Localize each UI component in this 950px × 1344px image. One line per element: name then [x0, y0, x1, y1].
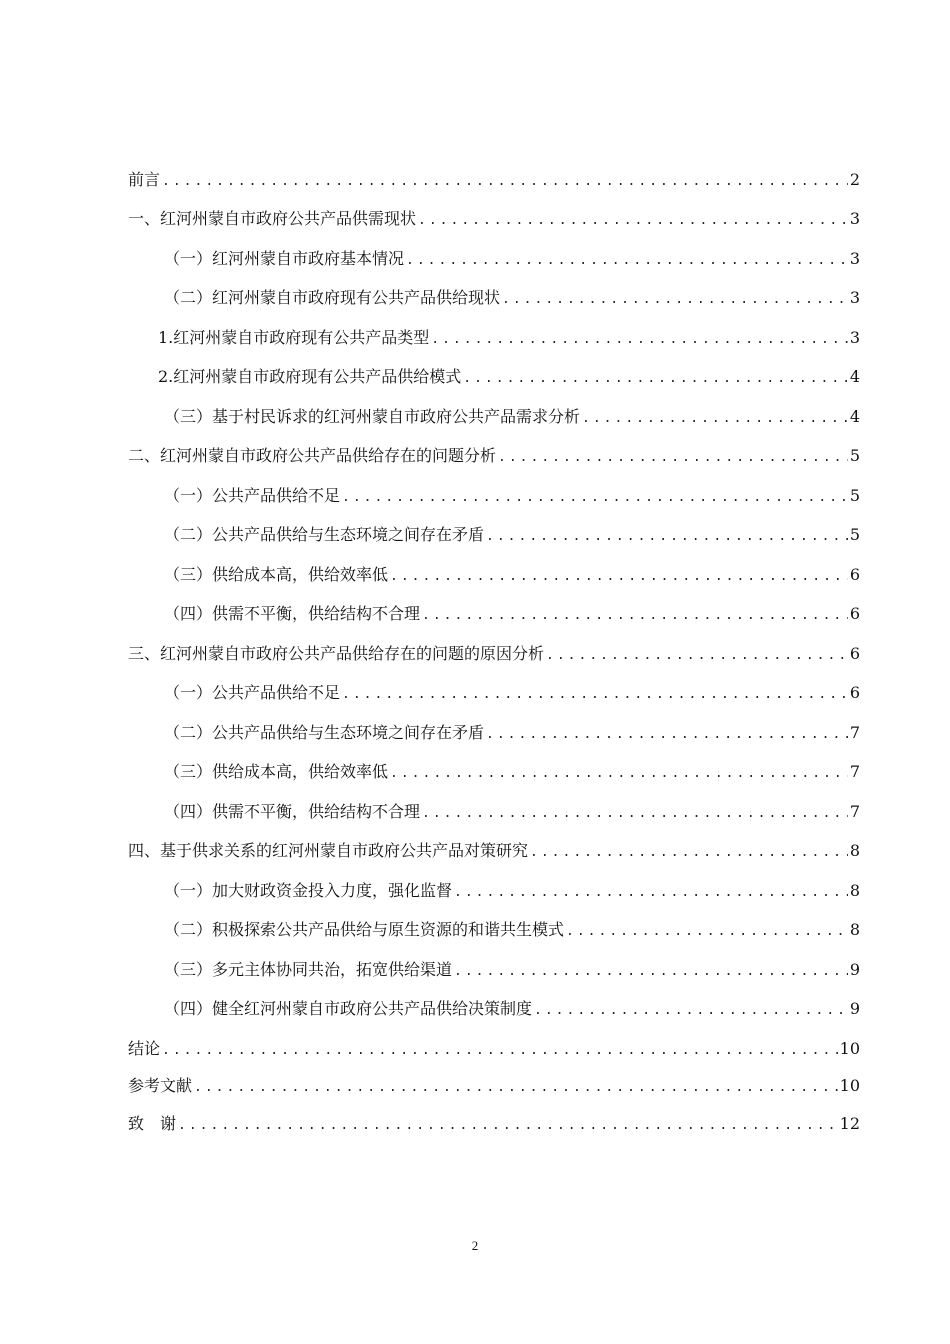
toc-leader-dots	[194, 1078, 838, 1098]
toc-entry-page: 8	[849, 920, 860, 939]
toc-leader-dots	[463, 369, 848, 389]
toc-entry[interactable]	[128, 446, 860, 468]
toc-entry-title: （四）供需不平衡，供给结构不合理	[164, 802, 421, 821]
toc-leader-dots	[534, 1001, 848, 1021]
toc-leader-dots	[390, 764, 848, 784]
toc-entry-title: 参考文献	[128, 1076, 193, 1095]
toc-leader-dots	[418, 211, 848, 231]
toc-entry-title: （一）加大财政资金投入力度，强化监督	[164, 881, 453, 900]
toc-entry[interactable]	[128, 328, 860, 350]
page-number: 2	[471, 1238, 479, 1253]
toc-leader-dots	[566, 922, 848, 942]
toc-entry-title: （二）公共产品供给与生态环境之间存在矛盾	[164, 723, 485, 742]
toc-entry[interactable]	[128, 802, 860, 824]
toc-entry[interactable]	[128, 920, 860, 942]
toc-entry-page: 5	[849, 525, 860, 544]
toc-entry-title: （一）公共产品供给不足	[164, 683, 341, 702]
toc-entry[interactable]	[128, 525, 860, 547]
toc-leader-dots	[422, 804, 848, 824]
toc-entry[interactable]	[128, 209, 860, 231]
toc-entry-page: 4	[849, 367, 860, 386]
toc-entry-page: 7	[849, 762, 860, 781]
toc-entry[interactable]	[128, 1114, 860, 1136]
toc-leader-dots	[162, 1041, 838, 1061]
toc-entry-page: 9	[849, 999, 860, 1018]
toc-entry[interactable]	[128, 288, 860, 310]
toc-leader-dots	[546, 646, 848, 666]
toc-entry-title: 2.红河州蒙自市政府现有公共产品供给模式	[158, 367, 462, 386]
toc-entry-page: 9	[849, 960, 860, 979]
toc-entry-page: 7	[849, 802, 860, 821]
toc-leader-dots	[431, 330, 848, 350]
toc-entry-title: （二）积极探索公共产品供给与原生资源的和谐共生模式	[164, 920, 565, 939]
toc-entry[interactable]	[128, 249, 860, 271]
toc-entry-page: 6	[849, 683, 860, 702]
toc-entry-page: 8	[849, 881, 860, 900]
toc-leader-dots	[178, 1116, 838, 1136]
toc-entry-title: （三）供给成本高，供给效率低	[164, 565, 389, 584]
toc-entry-title: 四、基于供求关系的红河州蒙自市政府公共产品对策研究	[128, 841, 529, 860]
toc-entry-page: 10	[839, 1076, 860, 1095]
toc-entry[interactable]	[128, 723, 860, 745]
toc-entry[interactable]	[128, 367, 860, 389]
toc-entry[interactable]	[128, 644, 860, 666]
toc-entry-page: 3	[849, 249, 860, 268]
toc-leader-dots	[454, 962, 848, 982]
toc-entry-page: 5	[849, 446, 860, 465]
toc-entry-title: （三）基于村民诉求的红河州蒙自市政府公共产品需求分析	[164, 407, 581, 426]
toc-entry[interactable]	[128, 683, 860, 705]
toc-entry[interactable]	[128, 960, 860, 982]
toc-leader-dots	[342, 685, 848, 705]
toc-entry[interactable]	[128, 604, 860, 626]
toc-entry-title: （一）红河州蒙自市政府基本情况	[164, 249, 405, 268]
toc-entry-title: （三）多元主体协同共治，拓宽供给渠道	[164, 960, 453, 979]
toc-entry-page: 3	[849, 328, 860, 347]
toc-entry-page: 10	[839, 1039, 860, 1058]
toc-entry-title: 1.红河州蒙自市政府现有公共产品类型	[158, 328, 430, 347]
toc-entry-page: 3	[849, 288, 860, 307]
toc-entry[interactable]	[128, 999, 860, 1021]
toc-entry-page: 2	[849, 170, 860, 189]
toc-entry-page: 6	[849, 644, 860, 663]
toc-entry[interactable]	[128, 881, 860, 903]
toc-entry[interactable]	[128, 170, 860, 192]
toc-entry-title: （四）供需不平衡，供给结构不合理	[164, 604, 421, 623]
toc-leader-dots	[342, 488, 848, 508]
toc-entry-title: 致 谢	[128, 1114, 177, 1133]
toc-leader-dots	[406, 251, 848, 271]
toc-entry-page: 6	[849, 604, 860, 623]
toc-entry-page: 7	[849, 723, 860, 742]
toc-entry[interactable]	[128, 1039, 860, 1061]
toc-entry-title: 前言	[128, 170, 161, 189]
toc-entry-title: （二）公共产品供给与生态环境之间存在矛盾	[164, 525, 485, 544]
toc-leader-dots	[486, 725, 848, 745]
toc-leader-dots	[454, 883, 848, 903]
toc-entry-title: 一、红河州蒙自市政府公共产品供需现状	[128, 209, 417, 228]
toc-leader-dots	[486, 527, 848, 547]
toc-entry-title: 结论	[128, 1039, 161, 1058]
toc-entry-title: 三、红河州蒙自市政府公共产品供给存在的问题的原因分析	[128, 644, 545, 663]
toc-entry-title: （二）红河州蒙自市政府现有公共产品供给现状	[164, 288, 501, 307]
toc-leader-dots	[530, 843, 848, 863]
toc-entry[interactable]	[128, 841, 860, 863]
toc-leader-dots	[422, 606, 848, 626]
toc-leader-dots	[498, 448, 848, 468]
toc-entry[interactable]	[128, 1076, 860, 1098]
toc-entry[interactable]	[128, 762, 860, 784]
toc-entry-page: 6	[849, 565, 860, 584]
toc-entry[interactable]	[128, 486, 860, 508]
toc-entry-page: 12	[839, 1114, 860, 1133]
toc-entry-page: 4	[849, 407, 860, 426]
toc-entry-page: 3	[849, 209, 860, 228]
toc-entry[interactable]	[128, 407, 860, 429]
toc-entry-title: 二、红河州蒙自市政府公共产品供给存在的问题分析	[128, 446, 497, 465]
toc-entry-page: 8	[849, 841, 860, 860]
toc-leader-dots	[582, 409, 848, 429]
toc-leader-dots	[162, 172, 848, 192]
toc-leader-dots	[390, 567, 848, 587]
toc-entry[interactable]	[128, 565, 860, 587]
toc-entry-title: （一）公共产品供给不足	[164, 486, 341, 505]
toc-entry-title: （三）供给成本高，供给效率低	[164, 762, 389, 781]
toc-entry-page: 5	[849, 486, 860, 505]
toc-leader-dots	[502, 290, 848, 310]
toc-entry-title: （四）健全红河州蒙自市政府公共产品供给决策制度	[164, 999, 533, 1018]
